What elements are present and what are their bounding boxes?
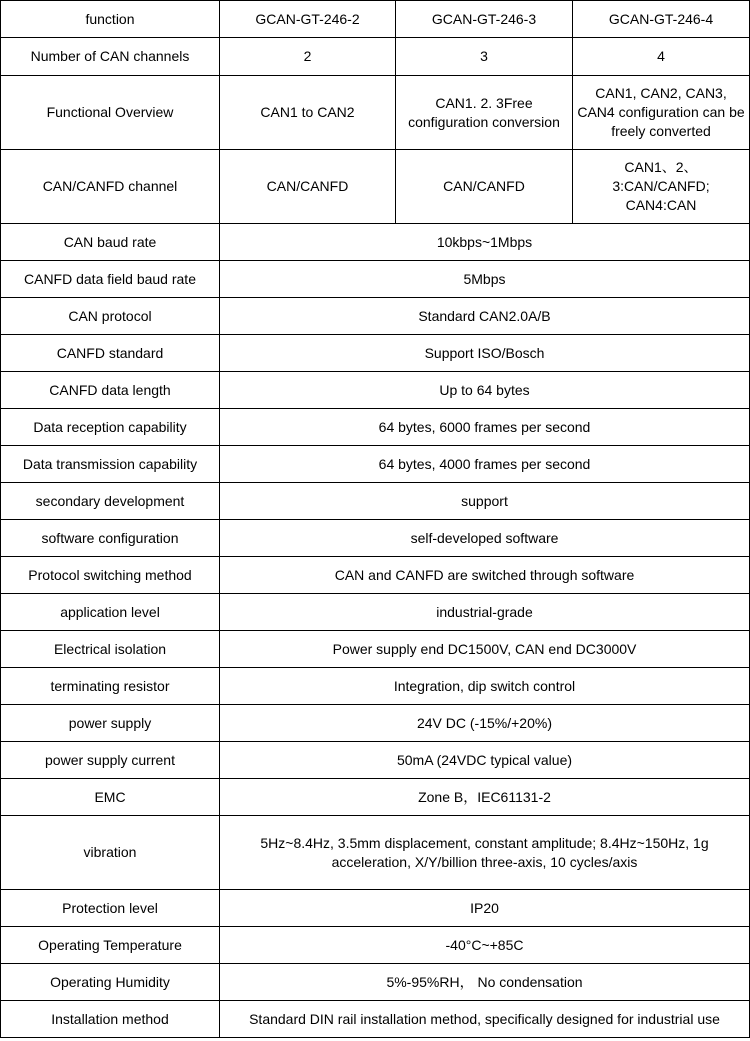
cell-value: 2 [220, 38, 396, 76]
cell-value: Zone B，IEC61131-2 [220, 779, 750, 816]
cell-value: CAN/CANFD [220, 150, 396, 224]
cell-value: 4 [573, 38, 750, 76]
row-label: Electrical isolation [1, 631, 220, 668]
table-row [1, 38, 750, 76]
cell-value: Support ISO/Bosch [220, 335, 750, 372]
header-function: function [1, 1, 220, 38]
row-label: vibration [1, 816, 220, 890]
row-label: Functional Overview [1, 76, 220, 150]
table-row [1, 631, 750, 668]
header-model: GCAN-GT-246-3 [396, 1, 573, 38]
table-row [1, 76, 750, 150]
header-model: GCAN-GT-246-2 [220, 1, 396, 38]
cell-value: self-developed software [220, 520, 750, 557]
row-label: EMC [1, 779, 220, 816]
cell-value: CAN and CANFD are switched through software [220, 557, 750, 594]
table-row [1, 446, 750, 483]
table-row [1, 261, 750, 298]
row-label: CAN baud rate [1, 224, 220, 261]
cell-value: Standard DIN rail installation method, specifically designed for industrial use [220, 1001, 750, 1038]
table-row [1, 335, 750, 372]
row-label: Protection level [1, 890, 220, 927]
row-label: terminating resistor [1, 668, 220, 705]
cell-value: CAN1, CAN2, CAN3, CAN4 configuration can be freely converted [573, 76, 750, 150]
cell-value: Power supply end DC1500V, CAN end DC3000V [220, 631, 750, 668]
table-row [1, 668, 750, 705]
table-row [1, 298, 750, 335]
table-row [1, 927, 750, 964]
table-row [1, 779, 750, 816]
row-label: Data transmission capability [1, 446, 220, 483]
row-label: CAN protocol [1, 298, 220, 335]
table-row [1, 224, 750, 261]
cell-value: 10kbps~1Mbps [220, 224, 750, 261]
table-header-row [1, 1, 750, 38]
row-label: Operating Humidity [1, 964, 220, 1001]
cell-value: industrial-grade [220, 594, 750, 631]
cell-value: Standard CAN2.0A/B [220, 298, 750, 335]
cell-value: 64 bytes, 4000 frames per second [220, 446, 750, 483]
row-label: CANFD standard [1, 335, 220, 372]
cell-value: 64 bytes, 6000 frames per second [220, 409, 750, 446]
row-label: Installation method [1, 1001, 220, 1038]
row-label: Data reception capability [1, 409, 220, 446]
table-row [1, 816, 750, 890]
cell-value: 50mA (24VDC typical value) [220, 742, 750, 779]
row-label: Operating Temperature [1, 927, 220, 964]
cell-value: Integration, dip switch control [220, 668, 750, 705]
table-row [1, 150, 750, 224]
table-row [1, 520, 750, 557]
table-row [1, 742, 750, 779]
table-row [1, 964, 750, 1001]
table-row [1, 705, 750, 742]
cell-value: CAN/CANFD [396, 150, 573, 224]
row-label: CANFD data length [1, 372, 220, 409]
row-label: CANFD data field baud rate [1, 261, 220, 298]
table-row [1, 483, 750, 520]
cell-value: -40°C~+85C [220, 927, 750, 964]
cell-value: 5Hz~8.4Hz, 3.5mm displacement, constant amplitude; 8.4Hz~150Hz, 1g acceleration, X/Y/billion three-axis, 10 cycles/axis [220, 816, 750, 890]
cell-value: 3 [396, 38, 573, 76]
header-model: GCAN-GT-246-4 [573, 1, 750, 38]
row-label: application level [1, 594, 220, 631]
table-row [1, 1001, 750, 1038]
table-row [1, 594, 750, 631]
cell-value: CAN1 to CAN2 [220, 76, 396, 150]
cell-value: IP20 [220, 890, 750, 927]
row-label: secondary development [1, 483, 220, 520]
row-label: Protocol switching method [1, 557, 220, 594]
cell-value: support [220, 483, 750, 520]
table-row [1, 409, 750, 446]
row-label: power supply current [1, 742, 220, 779]
row-label: CAN/CANFD channel [1, 150, 220, 224]
row-label: Number of CAN channels [1, 38, 220, 76]
cell-value: Up to 64 bytes [220, 372, 750, 409]
table-row [1, 557, 750, 594]
cell-value: 5%-95%RH， No condensation [220, 964, 750, 1001]
cell-value: CAN1、2、3:CAN/CANFD; CAN4:CAN [573, 150, 750, 224]
cell-value: CAN1. 2. 3Free configuration conversion [396, 76, 573, 150]
cell-value: 5Mbps [220, 261, 750, 298]
row-label: power supply [1, 705, 220, 742]
row-label: software configuration [1, 520, 220, 557]
cell-value: 24V DC (-15%/+20%) [220, 705, 750, 742]
table-row [1, 372, 750, 409]
table-row [1, 890, 750, 927]
